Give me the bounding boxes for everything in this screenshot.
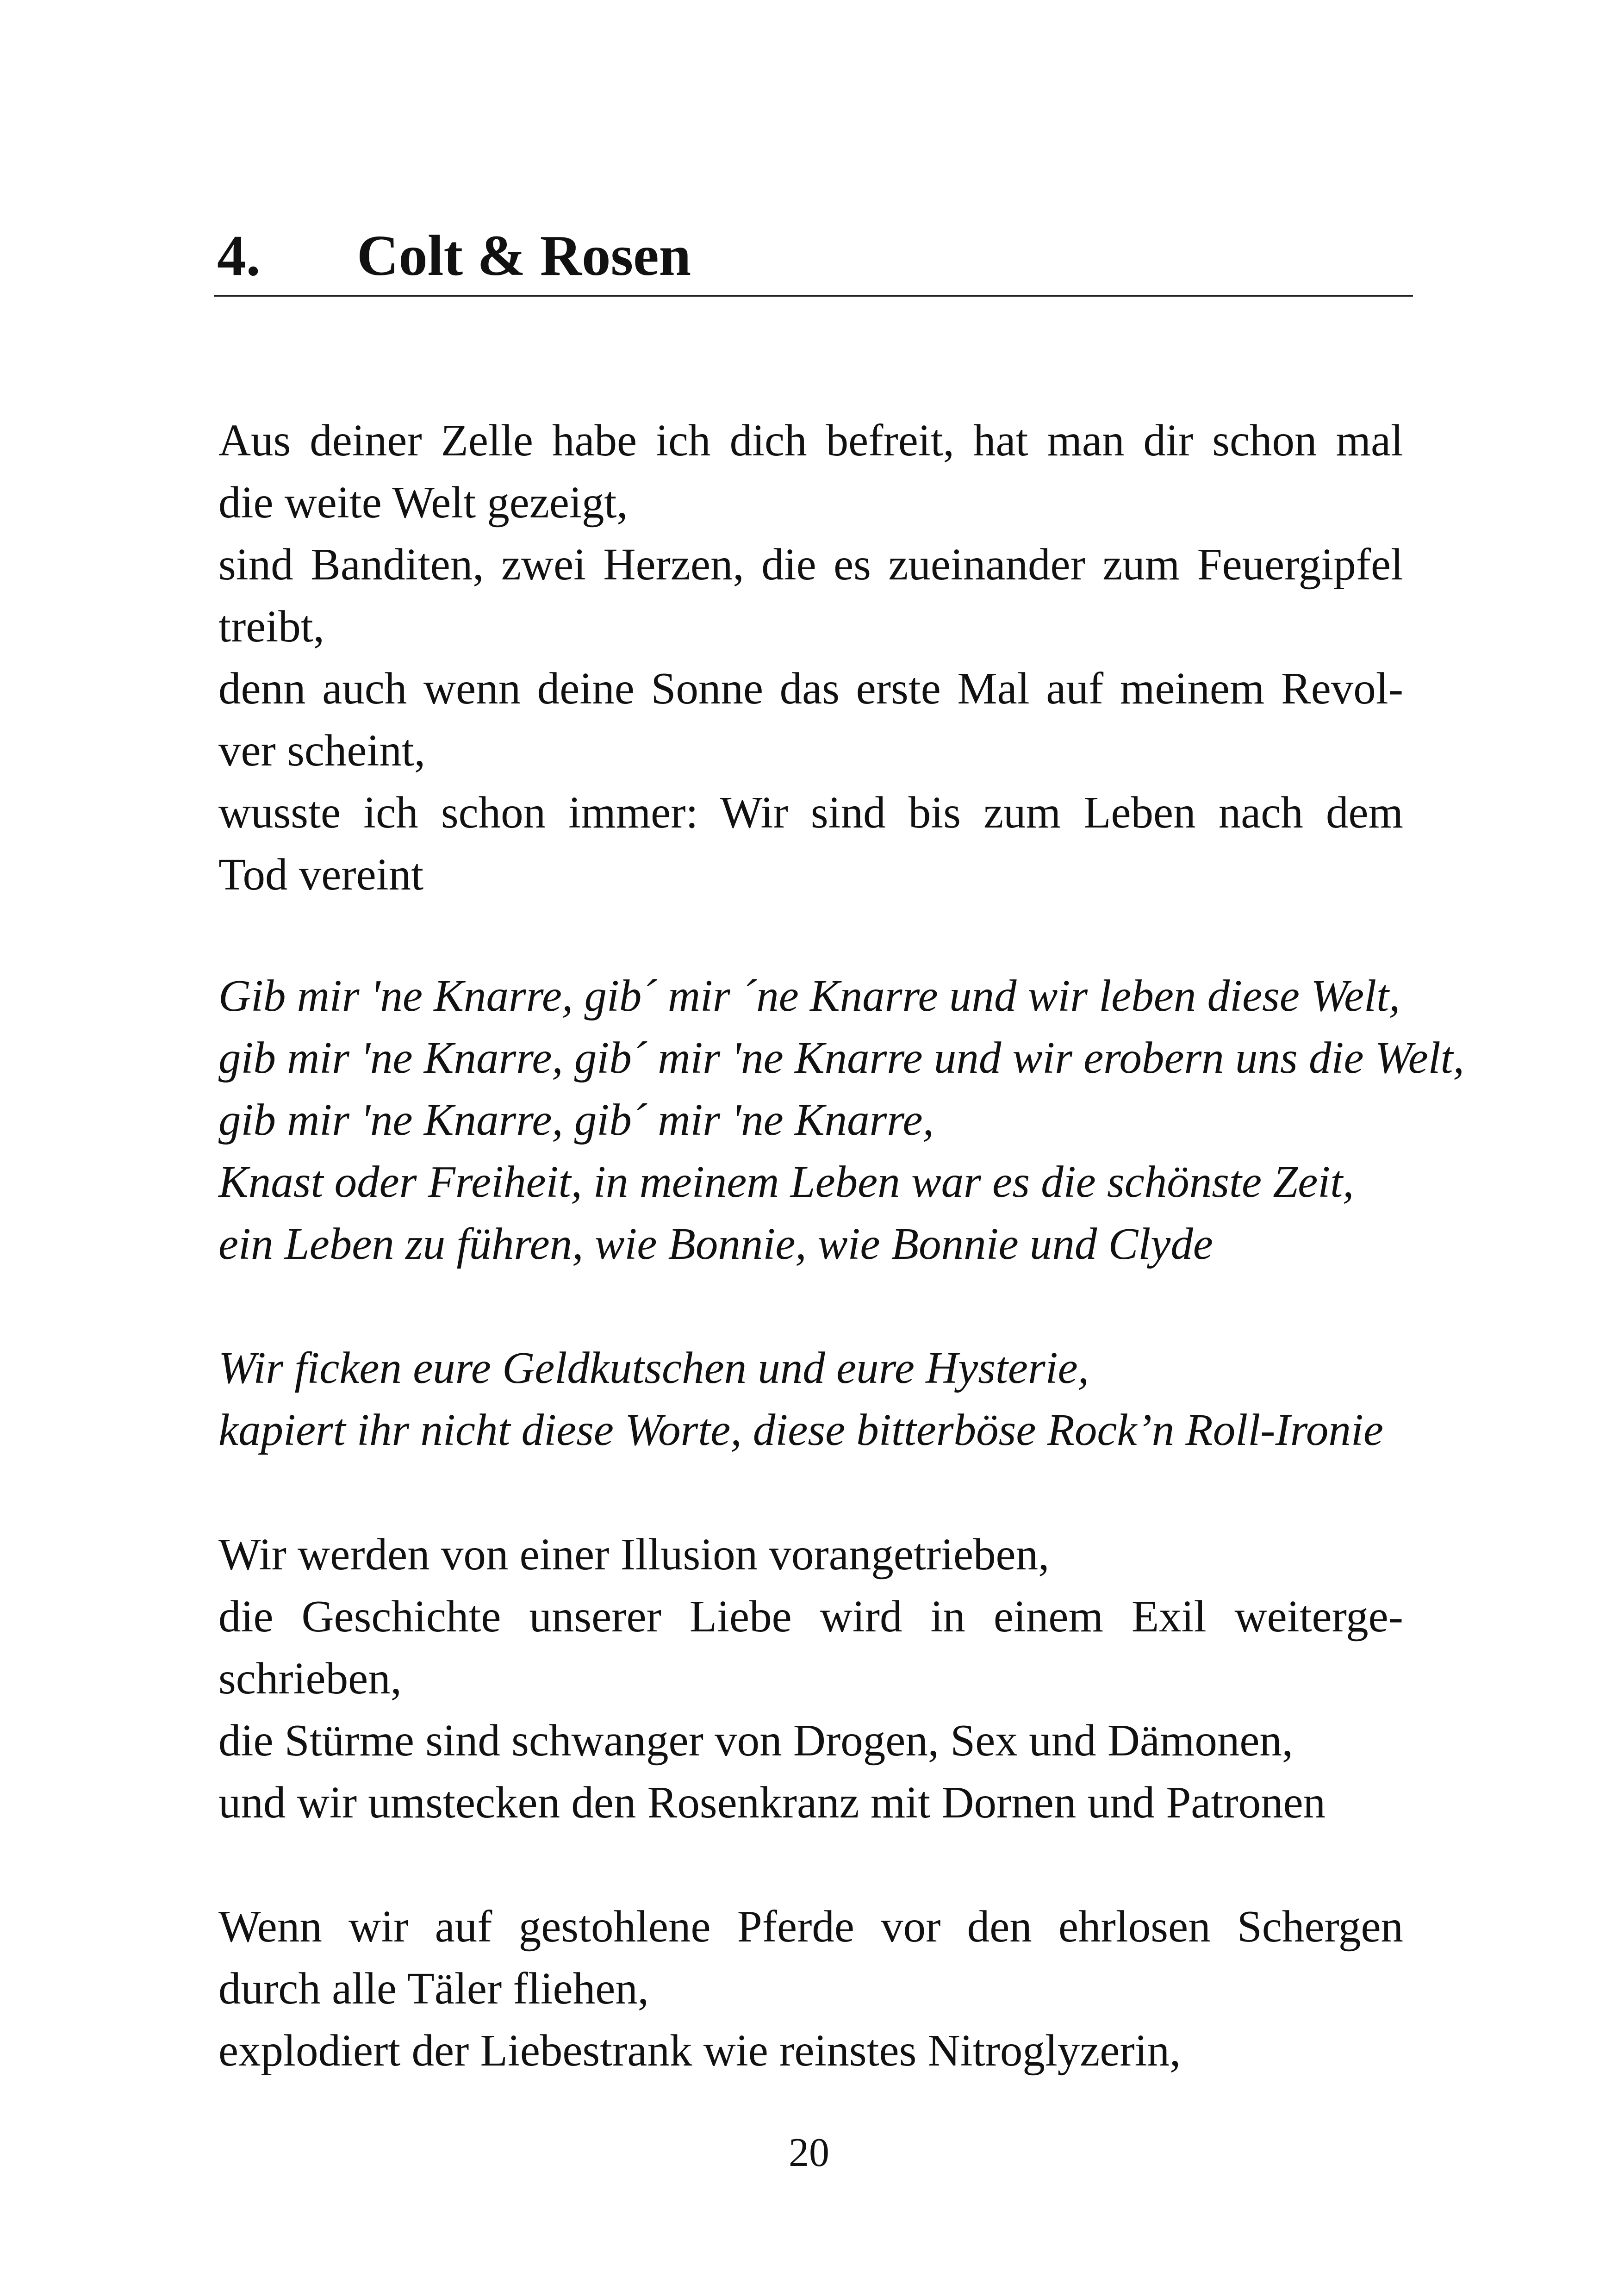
stanza-line: Aus deiner Zelle habe ich dich befreit, hat man dir schon mal (218, 416, 1403, 465)
stanza-2 (218, 965, 1464, 1275)
page-number: 20 (789, 2130, 829, 2175)
stanza-line: gib mir 'ne Knarre, gib´ mir 'ne Knarre, (218, 1095, 934, 1145)
stanza-line: die weite Welt gezeigt, (218, 478, 628, 527)
stanza-5 (218, 1896, 1403, 2082)
stanza-4 (218, 1524, 1403, 1834)
stanza-line: wusste ich schon immer: Wir sind bis zum Leben nach dem (218, 788, 1403, 837)
stanza-line: ein Leben zu führen, wie Bonnie, wie Bonnie und Clyde (218, 1219, 1213, 1269)
stanza-line: durch alle Täler fliehen, (218, 1964, 649, 2013)
stanza-line: Knast oder Freiheit, in meinem Leben war es die schönste Zeit, (218, 1157, 1354, 1207)
stanza-line: Gib mir 'ne Knarre, gib´ mir ´ne Knarre und wir leben diese Welt, (218, 971, 1400, 1020)
stanza-line: die Geschichte unserer Liebe wird in einem Exil weiterge- (218, 1592, 1403, 1641)
stanza-1 (218, 410, 1403, 906)
chapter-number: 4. (217, 224, 261, 288)
heading-rule (214, 295, 1413, 297)
chapter-title: Colt & Rosen (357, 224, 691, 288)
stanza-line: treibt, (218, 602, 324, 651)
stanza-line: Wir werden von einer Illusion vorangetrieben, (218, 1530, 1050, 1579)
stanza-line: denn auch wenn deine Sonne das erste Mal auf meinem Revol- (218, 664, 1403, 713)
stanza-line: Wir ficken eure Geldkutschen und eure Hysterie, (218, 1343, 1089, 1393)
stanza-line: kapiert ihr nicht diese Worte, diese bitterböse Rock’n Roll-Ironie (218, 1405, 1383, 1455)
stanza-line: ver scheint, (218, 726, 426, 775)
stanza-line: und wir umstecken den Rosenkranz mit Dornen und Patronen (218, 1778, 1326, 1827)
stanza-line: gib mir 'ne Knarre, gib´ mir 'ne Knarre und wir erobern uns die Welt, (218, 1033, 1464, 1083)
stanza-3 (218, 1337, 1403, 1461)
stanza-line: Wenn wir auf gestohlene Pferde vor den ehrlosen Schergen (218, 1902, 1403, 1951)
stanza-line: schrieben, (218, 1654, 402, 1703)
stanza-line: die Stürme sind schwanger von Drogen, Sex und Dämonen, (218, 1716, 1294, 1765)
chapter-heading (217, 217, 1413, 295)
stanza-line: sind Banditen, zwei Herzen, die es zueinander zum Feuergipfel (218, 540, 1403, 589)
stanza-line: Tod vereint (218, 850, 424, 899)
stanza-line: explodiert der Liebestrank wie reinstes Nitroglyzerin, (218, 2026, 1181, 2075)
